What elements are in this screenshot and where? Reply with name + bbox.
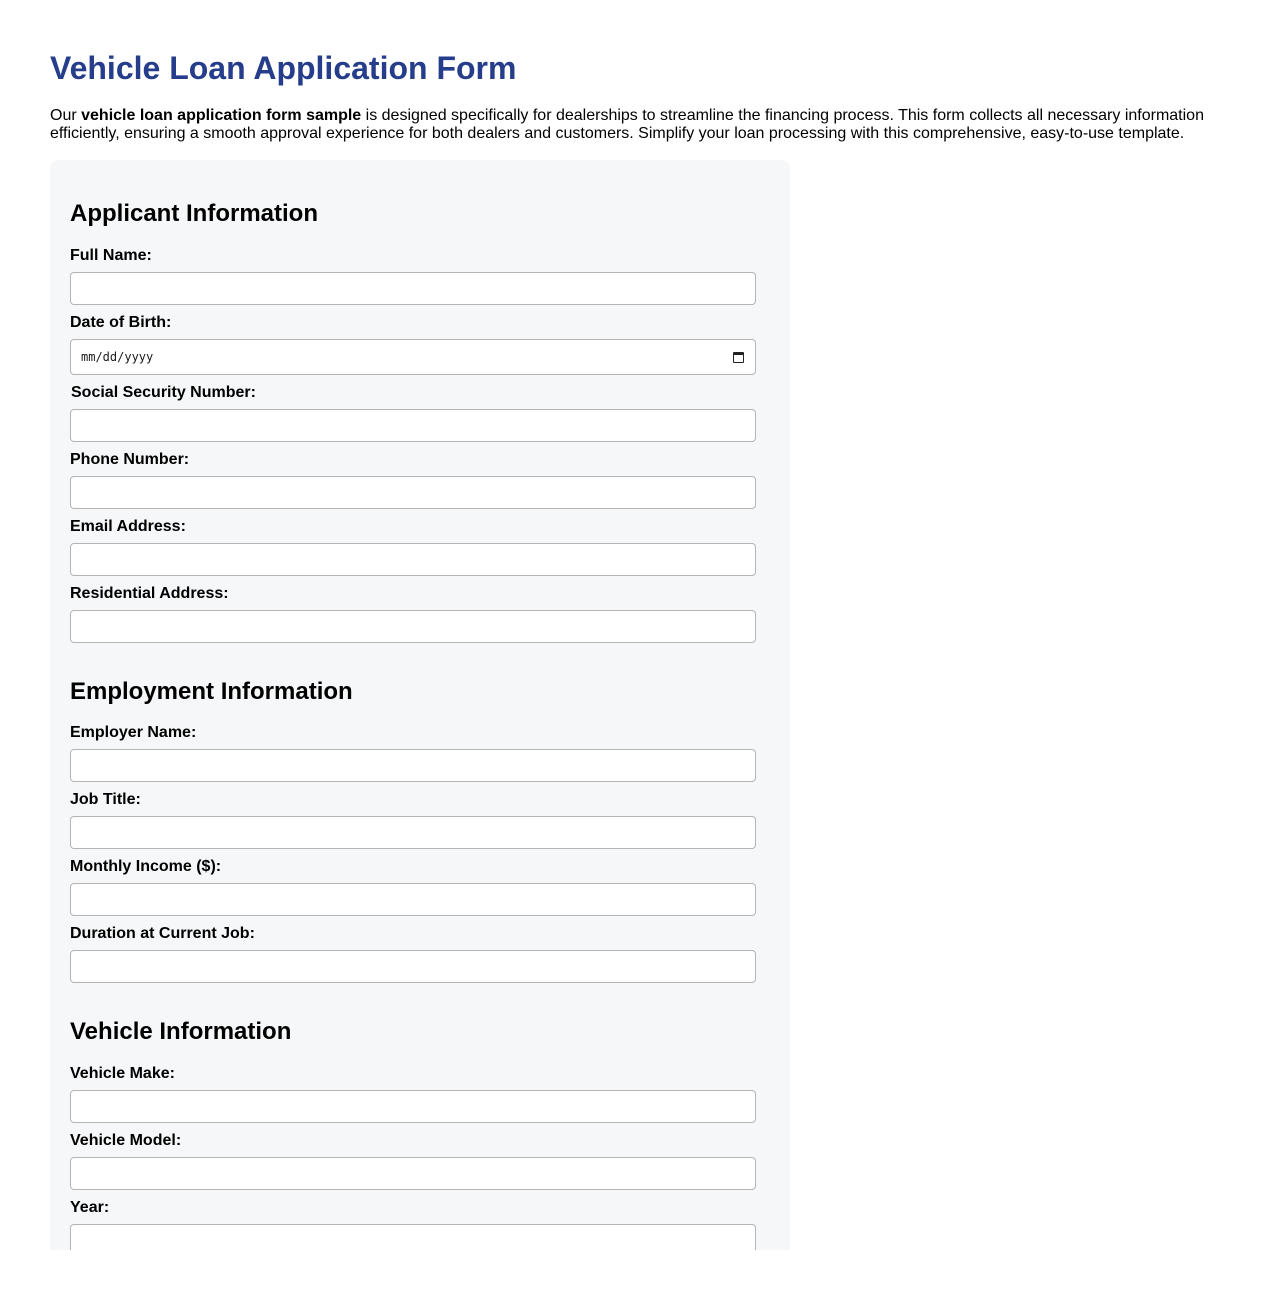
intro-paragraph: [50, 107, 1213, 143]
date-of-birth-input[interactable]: [70, 339, 756, 375]
label-employer-name: Employer Name:: [70, 724, 197, 741]
label-job-title: Job Title:: [70, 791, 141, 808]
label-email-address: Email Address:: [70, 518, 186, 535]
label-vehicle-make: Vehicle Make:: [70, 1065, 175, 1082]
intro-bold-phrase: vehicle loan application form sample: [81, 107, 362, 124]
calendar-icon[interactable]: [733, 352, 744, 363]
date-placeholder: mm/dd/yyyy: [81, 350, 154, 364]
label-year: Year:: [70, 1199, 110, 1216]
intro-prefix: Our: [50, 107, 82, 124]
ssn-input[interactable]: [70, 409, 756, 442]
label-monthly-income: Monthly Income ($):: [70, 858, 222, 875]
year-input[interactable]: [70, 1224, 756, 1250]
email-address-input[interactable]: [70, 543, 756, 576]
phone-number-input[interactable]: [70, 476, 756, 509]
loan-application-form: [50, 160, 790, 1250]
job-title-input[interactable]: [70, 816, 756, 849]
section-title-applicant: Applicant Information: [70, 200, 318, 227]
label-residential-address: Residential Address:: [70, 585, 229, 602]
employer-name-input[interactable]: [70, 749, 756, 782]
section-title-vehicle: Vehicle Information: [70, 1018, 292, 1045]
page-content: [50, 0, 1213, 143]
vehicle-model-input[interactable]: [70, 1157, 756, 1190]
intro-suffix: is designed specifically for dealerships to streamline the financing process. This form collects all necessary information efficiently, ensuring a smooth approval experience for both dealers and customers. Simplify your loan processing with this comprehensive, easy-to-use template.: [50, 107, 1204, 142]
label-duration-current-job: Duration at Current Job:: [70, 925, 255, 942]
vehicle-make-input[interactable]: [70, 1090, 756, 1123]
label-ssn: Social Security Number:: [71, 384, 256, 401]
duration-current-job-input[interactable]: [70, 950, 756, 983]
label-phone-number: Phone Number:: [70, 451, 190, 468]
page-title: Vehicle Loan Application Form: [50, 50, 517, 86]
full-name-input[interactable]: [70, 272, 756, 305]
label-date-of-birth: Date of Birth:: [70, 314, 172, 331]
section-title-employment: Employment Information: [70, 678, 353, 705]
label-full-name: Full Name:: [70, 247, 152, 264]
monthly-income-input[interactable]: [70, 883, 756, 916]
residential-address-input[interactable]: [70, 610, 756, 643]
label-vehicle-model: Vehicle Model:: [70, 1132, 182, 1149]
